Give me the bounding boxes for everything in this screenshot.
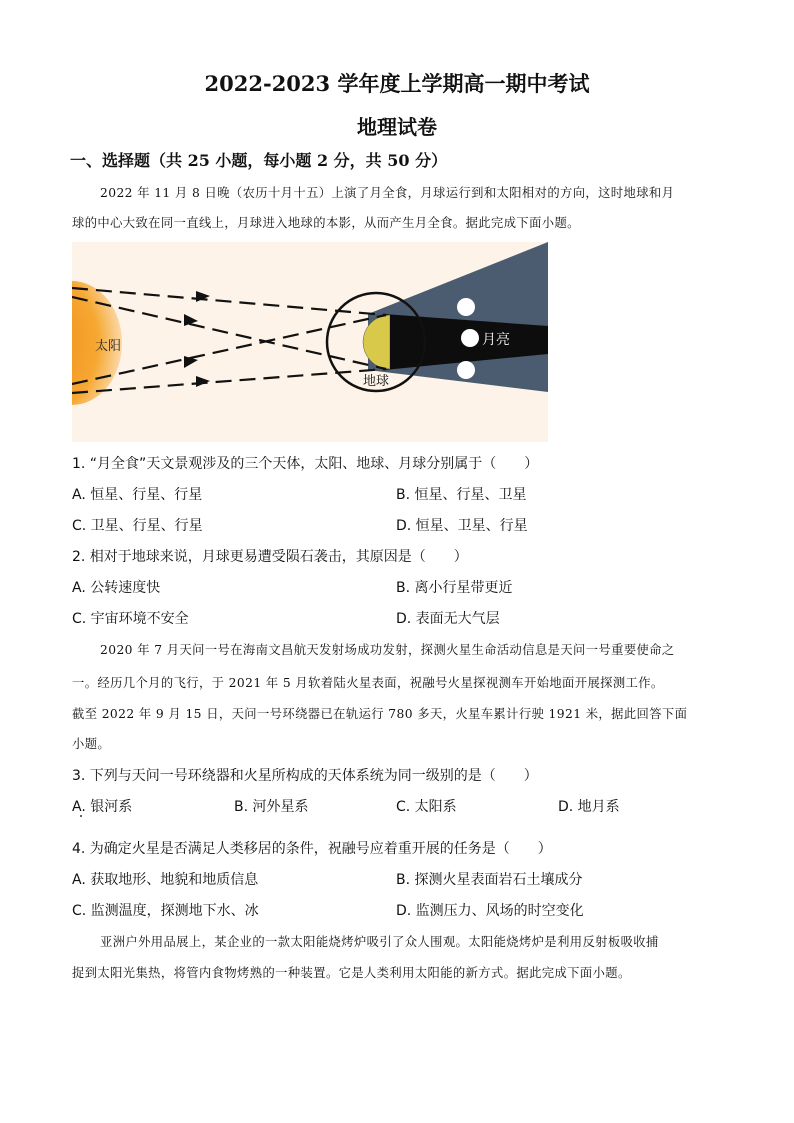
moon-position-top — [457, 298, 475, 316]
passage-line: 球的中心大致在同一直线上，月球进入地球的本影，从而产生月全食。据此完成下面小题。 — [72, 216, 580, 230]
question-3-option-a: A. 银河系 — [72, 799, 133, 815]
question-4-option-a: A. 获取地形、地貌和地质信息 — [72, 872, 259, 888]
question-4-stem: 4. 为确定火星是否满足人类移居的条件，祝融号应着重开展的任务是（ ） — [72, 841, 552, 857]
moon-position-bottom — [457, 361, 475, 379]
earth-label: 地球 — [362, 373, 390, 388]
question-2-stem: 2. 相对于地球来说，月球更易遭受陨石袭击，其原因是（ ） — [72, 549, 468, 565]
question-4-option-c: C. 监测温度，探测地下水、冰 — [72, 903, 259, 919]
section-heading: 一、选择题（共 25 小题，每小题 2 分，共 50 分） — [70, 151, 448, 170]
moon-position-middle — [461, 329, 479, 347]
question-4-option-d: D. 监测压力、风场的时空变化 — [396, 903, 584, 919]
passage-line: 一。经历几个月的飞行，于 2021 年 5 月软着陆火星表面，祝融号火星探视测车开始地面开展探测工作。 — [72, 676, 664, 690]
question-3-option-c: C. 太阳系 — [396, 799, 457, 815]
question-1-option-b: B. 恒星、行星、卫星 — [396, 487, 527, 503]
moon-label: 月亮 — [482, 331, 510, 347]
question-2-option-b: B. 离小行星带更近 — [396, 580, 513, 596]
question-3-option-b: B. 河外星系 — [234, 799, 309, 815]
question-1-stem: 1. “月全食”天文景观涉及的三个天体，太阳、地球、月球分别属于（ ） — [72, 456, 539, 472]
passage-line: 捉到太阳光集热，将管内食物烤熟的一种装置。它是人类利用太阳能的新方式。据此完成下面小题。 — [72, 966, 631, 980]
question-1-option-d: D. 恒星、卫星、行星 — [396, 518, 528, 534]
question-2-option-a: A. 公转速度快 — [72, 580, 161, 596]
question-1-option-a: A. 恒星、行星、行星 — [72, 487, 203, 503]
exam-title: 2022-2023 学年度上学期高一期中考试 — [204, 71, 590, 96]
question-2-option-d: D. 表面无大气层 — [396, 611, 500, 627]
passage-line: 2020 年 7 月天问一号在海南文昌航天发射场成功发射，探测火星生命活动信息是天问一号重要使命之 — [100, 643, 675, 657]
stray-mark — [80, 815, 82, 817]
passage-line: 小题。 — [72, 737, 111, 751]
question-2-option-c: C. 宇宙环境不安全 — [72, 611, 189, 627]
lunar-eclipse-diagram — [72, 242, 548, 442]
question-1-option-c: C. 卫星、行星、行星 — [72, 518, 203, 534]
passage-line: 亚洲户外用品展上，某企业的一款太阳能烧烤炉吸引了众人围观。太阳能烧烤炉是利用反射板吸收捕 — [100, 935, 659, 949]
passage-line: 2022 年 11 月 8 日晚（农历十月十五）上演了月全食，月球运行到和太阳相对的方向，这时地球和月 — [100, 186, 675, 200]
question-3-option-d: D. 地月系 — [558, 799, 620, 815]
passage-line: 截至 2022 年 9 月 15 日，天问一号环绕器已在轨运行 780 多天，火星车累计行驶 1921 米，据此回答下面 — [72, 707, 688, 721]
exam-subtitle: 地理试卷 — [357, 115, 437, 139]
question-3-stem: 3. 下列与天问一号环绕器和火星所构成的天体系统为同一级别的是（ ） — [72, 768, 538, 784]
question-4-option-b: B. 探测火星表面岩石土壤成分 — [396, 872, 583, 888]
sun-label: 太阳 — [95, 338, 122, 353]
